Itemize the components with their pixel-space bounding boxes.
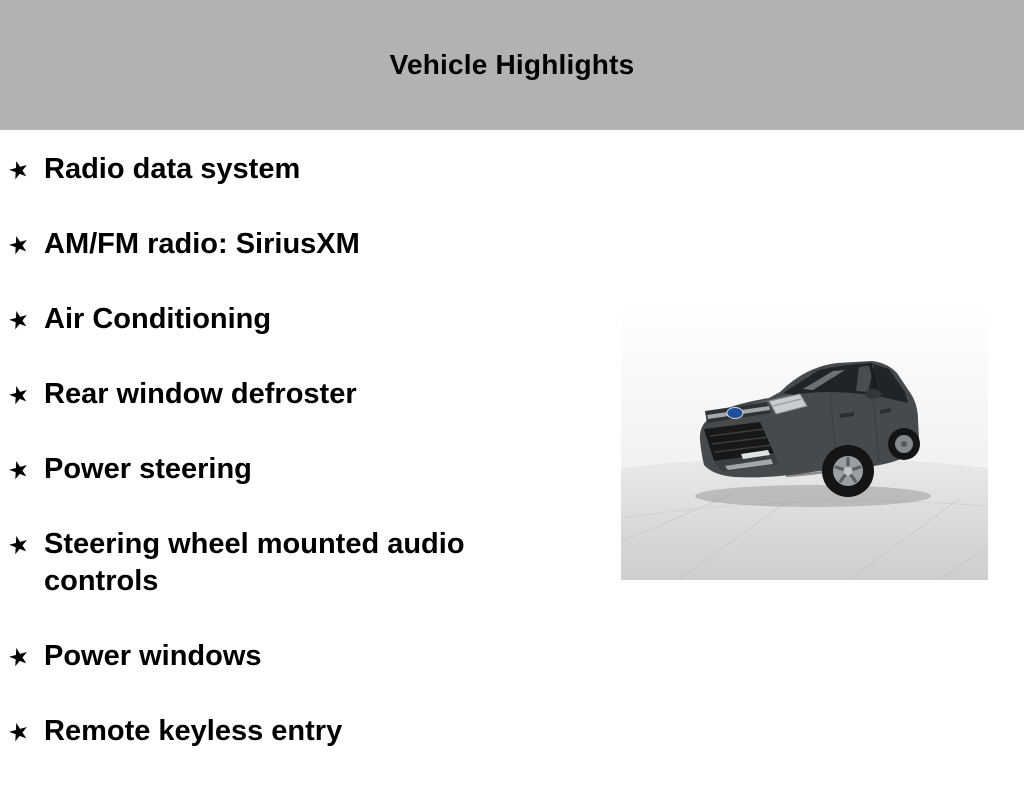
highlight-label: Rear window defroster	[44, 378, 357, 410]
highlight-item	[4, 638, 548, 675]
highlight-item	[4, 451, 548, 488]
ford-badge-icon	[727, 408, 743, 419]
header-bar	[0, 0, 1024, 130]
highlight-label: Power windows	[44, 640, 262, 672]
highlight-item	[4, 376, 548, 413]
highlight-label: AM/FM radio: SiriusXM	[44, 228, 360, 260]
highlight-list	[0, 131, 548, 788]
highlight-label: Air Conditioning	[44, 303, 272, 335]
star-icon: ★	[4, 640, 33, 674]
star-icon: ★	[4, 228, 33, 262]
highlight-item	[4, 301, 548, 338]
star-icon: ★	[4, 378, 33, 412]
star-icon: ★	[4, 303, 33, 337]
highlight-label: Power steering	[44, 453, 252, 485]
highlight-item	[4, 151, 548, 188]
vehicle-photo	[621, 302, 988, 580]
front-wheel	[822, 445, 874, 497]
car-shadow	[695, 485, 931, 507]
star-icon: ★	[4, 528, 33, 562]
highlight-item	[4, 713, 548, 750]
star-icon: ★	[4, 453, 33, 487]
star-icon: ★	[4, 153, 33, 187]
highlight-item	[4, 226, 548, 263]
highlight-label: Radio data system	[44, 153, 301, 185]
highlight-label: Steering wheel mounted audio controls	[44, 528, 465, 597]
highlight-item	[4, 526, 548, 600]
rear-wheel	[888, 428, 920, 460]
star-icon: ★	[4, 715, 33, 749]
highlight-label: Remote keyless entry	[44, 715, 343, 747]
page-title: Vehicle Highlights	[389, 49, 635, 80]
